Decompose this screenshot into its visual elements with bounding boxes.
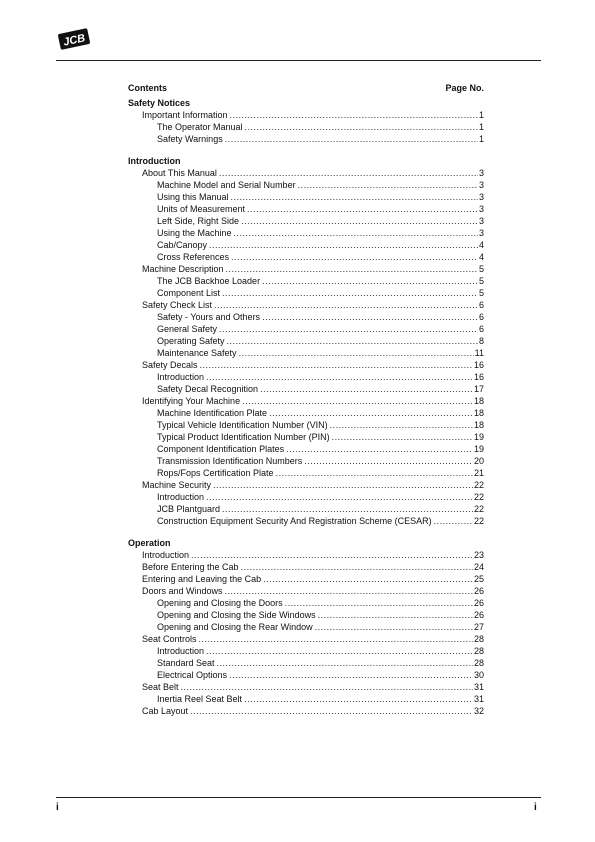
- dot-leader: [434, 515, 473, 527]
- dot-leader: [318, 609, 473, 621]
- toc-entry-title: Machine Model and Serial Number: [157, 180, 296, 190]
- toc-entry-title: Typical Product Identification Number (PIN): [157, 432, 330, 442]
- dot-leader: [231, 191, 478, 203]
- toc-entry-page: 3: [478, 180, 484, 190]
- toc-entry-page: 23: [473, 550, 484, 560]
- toc-entry-page: 25: [473, 574, 484, 584]
- toc-entry-title: About This Manual: [142, 168, 217, 178]
- toc-entry[interactable]: [128, 633, 484, 645]
- dot-leader: [276, 467, 473, 479]
- toc-entry[interactable]: [128, 275, 484, 287]
- toc-entry-title: Construction Equipment Security And Registration Scheme (CESAR): [157, 516, 432, 526]
- toc-entry[interactable]: [128, 287, 484, 299]
- dot-leader: [247, 203, 478, 215]
- toc-entry[interactable]: [128, 133, 484, 145]
- dot-leader: [206, 645, 473, 657]
- dot-leader: [234, 227, 478, 239]
- toc-entry-page: 22: [473, 516, 484, 526]
- toc-entry-page: 1: [478, 134, 484, 144]
- page-no-label: Page No.: [445, 83, 484, 93]
- toc-entry-title: Introduction: [157, 492, 205, 502]
- toc-entry-page: 19: [473, 444, 484, 454]
- dot-leader: [225, 133, 478, 145]
- toc-entry-page: 22: [473, 480, 484, 490]
- toc-entry-page: 21: [473, 468, 484, 478]
- toc-entry[interactable]: [128, 561, 484, 573]
- toc-entry-page: 30: [473, 670, 484, 680]
- dot-leader: [241, 215, 478, 227]
- toc-entry[interactable]: [128, 479, 484, 491]
- toc-entry-page: 16: [473, 360, 484, 370]
- toc-entry-title: Machine Security: [142, 480, 212, 490]
- dot-leader: [298, 179, 478, 191]
- toc-entry[interactable]: [128, 419, 484, 431]
- toc-entry[interactable]: [128, 597, 484, 609]
- toc-entry-title: Component Identification Plates: [157, 444, 285, 454]
- toc-entry[interactable]: [128, 121, 484, 133]
- dot-leader: [285, 597, 473, 609]
- toc-entry[interactable]: [128, 657, 484, 669]
- toc-entry-page: 5: [478, 264, 484, 274]
- toc-entry-title: Cross References: [157, 252, 230, 262]
- svg-text:JCB: JCB: [62, 32, 87, 49]
- dot-leader: [222, 503, 473, 515]
- dot-leader: [263, 573, 473, 585]
- contents-label: Contents: [128, 83, 167, 93]
- toc-entry-title: Maintenance Safety: [157, 348, 237, 358]
- toc-entry[interactable]: [128, 609, 484, 621]
- dot-leader: [260, 383, 473, 395]
- toc-entry-title: Electrical Options: [157, 670, 228, 680]
- footer-page-number-left: i: [56, 802, 59, 813]
- toc-header: [128, 82, 484, 94]
- dot-leader: [219, 323, 478, 335]
- dot-leader: [230, 109, 478, 121]
- toc-entry-page: 28: [473, 646, 484, 656]
- dot-leader: [227, 335, 478, 347]
- dot-leader: [222, 287, 478, 299]
- toc-entry[interactable]: [128, 347, 484, 359]
- toc-entry-title: Entering and Leaving the Cab: [142, 574, 262, 584]
- toc-entry[interactable]: [128, 109, 484, 121]
- toc-entry[interactable]: [128, 549, 484, 561]
- toc-entry[interactable]: [128, 203, 484, 215]
- toc-entry-title: Safety Warnings: [157, 134, 223, 144]
- header-rule: [56, 60, 541, 61]
- dot-leader: [262, 311, 478, 323]
- toc-entry-page: 6: [478, 300, 484, 310]
- dot-leader: [199, 633, 473, 645]
- toc-entry[interactable]: [128, 645, 484, 657]
- toc-entry[interactable]: [128, 585, 484, 597]
- dot-leader: [219, 167, 478, 179]
- dot-leader: [330, 419, 473, 431]
- toc-entry[interactable]: [128, 681, 484, 693]
- toc-entry[interactable]: [128, 467, 484, 479]
- toc-entry-page: 31: [473, 682, 484, 692]
- dot-leader: [241, 561, 473, 573]
- dot-leader: [191, 549, 473, 561]
- dot-leader: [245, 121, 478, 133]
- dot-leader: [262, 275, 478, 287]
- toc-entry-title: The JCB Backhoe Loader: [157, 276, 261, 286]
- toc-entry-title: Left Side, Right Side: [157, 216, 240, 226]
- toc-entry-title: Before Entering the Cab: [142, 562, 239, 572]
- toc-entry-page: 27: [473, 622, 484, 632]
- toc-entry[interactable]: [128, 431, 484, 443]
- toc-entry-page: 1: [478, 110, 484, 120]
- toc-section: [128, 97, 484, 145]
- toc-entry-page: 22: [473, 504, 484, 514]
- toc-entry[interactable]: [128, 669, 484, 681]
- toc-section: [128, 155, 484, 527]
- toc-entry-page: 26: [473, 586, 484, 596]
- jcb-logo: [56, 28, 92, 50]
- toc-entry-page: 18: [473, 396, 484, 406]
- section-gap: [128, 527, 484, 537]
- toc-entry-title: Units of Measurement: [157, 204, 246, 214]
- toc-entry-page: 22: [473, 492, 484, 502]
- toc-section: [128, 537, 484, 717]
- toc-entry-title: Using the Machine: [157, 228, 232, 238]
- toc-entry-page: 11: [474, 348, 484, 358]
- toc-entry[interactable]: [128, 693, 484, 705]
- dot-leader: [209, 239, 478, 251]
- toc-entry[interactable]: [128, 263, 484, 275]
- toc-entry-title: Doors and Windows: [142, 586, 223, 596]
- toc-entry-title: Introduction: [142, 550, 190, 560]
- toc-entry-page: 4: [478, 240, 484, 250]
- dot-leader: [239, 347, 474, 359]
- toc-entry-page: 17: [473, 384, 484, 394]
- dot-leader: [244, 693, 473, 705]
- toc-entry-title: Safety Check List: [142, 300, 213, 310]
- toc-entry-title: Using this Manual: [157, 192, 229, 202]
- toc-entry-title: Cab/Canopy: [157, 240, 208, 250]
- toc-entry[interactable]: [128, 227, 484, 239]
- toc-entry[interactable]: [128, 503, 484, 515]
- toc-entry[interactable]: [128, 705, 484, 717]
- toc-entry-title: Standard Seat: [157, 658, 215, 668]
- toc-entry-title: General Safety: [157, 324, 218, 334]
- toc-entry-page: 3: [478, 168, 484, 178]
- toc-entry-page: 3: [478, 192, 484, 202]
- toc-entry-page: 18: [473, 420, 484, 430]
- toc-entry-title: Machine Description: [142, 264, 224, 274]
- toc-entry[interactable]: [128, 621, 484, 633]
- toc-sections: [128, 97, 484, 717]
- toc-entry-page: 3: [478, 216, 484, 226]
- toc-entry-page: 1: [478, 122, 484, 132]
- dot-leader: [206, 491, 473, 503]
- toc-entry-title: Typical Vehicle Identification Number (VIN): [157, 420, 328, 430]
- toc-entry-title: Seat Controls: [142, 634, 197, 644]
- dot-leader: [315, 621, 473, 633]
- section-title: Introduction: [128, 156, 181, 166]
- toc-entry[interactable]: [128, 443, 484, 455]
- table-of-contents: [128, 82, 484, 717]
- toc-entry-title: Safety - Yours and Others: [157, 312, 261, 322]
- dot-leader: [242, 395, 473, 407]
- toc-entry-page: 5: [478, 276, 484, 286]
- dot-leader: [214, 299, 478, 311]
- dot-leader: [304, 455, 473, 467]
- dot-leader: [226, 263, 478, 275]
- toc-entry-page: 28: [473, 634, 484, 644]
- toc-entry[interactable]: [128, 167, 484, 179]
- toc-entry[interactable]: [128, 191, 484, 203]
- footer-page-number-right: i: [534, 802, 537, 813]
- dot-leader: [200, 359, 473, 371]
- toc-entry-title: Inertia Reel Seat Belt: [157, 694, 243, 704]
- toc-entry[interactable]: [128, 299, 484, 311]
- toc-entry-title: Opening and Closing the Doors: [157, 598, 283, 608]
- toc-entry-page: 32: [473, 706, 484, 716]
- toc-entry-page: 8: [478, 336, 484, 346]
- dot-leader: [231, 251, 478, 263]
- jcb-logo-icon: [56, 28, 92, 50]
- toc-entry-page: 18: [473, 408, 484, 418]
- toc-entry-title: Safety Decal Recognition: [157, 384, 259, 394]
- toc-entry[interactable]: [128, 383, 484, 395]
- toc-entry[interactable]: [128, 573, 484, 585]
- dot-leader: [332, 431, 473, 443]
- toc-entry[interactable]: [128, 311, 484, 323]
- toc-entry-title: Rops/Fops Certification Plate: [157, 468, 274, 478]
- dot-leader: [225, 585, 473, 597]
- toc-entry[interactable]: [128, 491, 484, 503]
- toc-entry[interactable]: [128, 239, 484, 251]
- toc-entry-page: 28: [473, 658, 484, 668]
- dot-leader: [217, 657, 473, 669]
- toc-entry-title: Opening and Closing the Side Windows: [157, 610, 316, 620]
- section-gap: [128, 145, 484, 155]
- toc-entry[interactable]: [128, 455, 484, 467]
- toc-entry[interactable]: [128, 407, 484, 419]
- dot-leader: [229, 669, 473, 681]
- toc-entry-title: Cab Layout: [142, 706, 189, 716]
- toc-entry[interactable]: [128, 371, 484, 383]
- toc-entry-page: 26: [473, 598, 484, 608]
- toc-entry-page: 31: [473, 694, 484, 704]
- toc-entry-title: Safety Decals: [142, 360, 198, 370]
- toc-entry-page: 26: [473, 610, 484, 620]
- dot-leader: [286, 443, 473, 455]
- section-title: Safety Notices: [128, 98, 191, 108]
- dot-leader: [206, 371, 473, 383]
- toc-entry[interactable]: [128, 179, 484, 191]
- toc-entry-title: Introduction: [157, 646, 205, 656]
- toc-entry[interactable]: [128, 335, 484, 347]
- toc-entry[interactable]: [128, 515, 484, 527]
- toc-entry-page: 4: [478, 252, 484, 262]
- toc-entry-title: Transmission Identification Numbers: [157, 456, 303, 466]
- toc-entry-page: 6: [478, 312, 484, 322]
- section-title: Operation: [128, 538, 171, 548]
- toc-entry-page: 24: [473, 562, 484, 572]
- toc-entry-title: Operating Safety: [157, 336, 225, 346]
- toc-entry[interactable]: [128, 359, 484, 371]
- toc-entry-title: The Operator Manual: [157, 122, 243, 132]
- toc-entry-page: 6: [478, 324, 484, 334]
- dot-leader: [269, 407, 473, 419]
- toc-entry-page: 19: [473, 432, 484, 442]
- toc-entry-title: Component List: [157, 288, 221, 298]
- toc-entry-title: JCB Plantguard: [157, 504, 221, 514]
- toc-entry[interactable]: [128, 215, 484, 227]
- toc-entry-title: Machine Identification Plate: [157, 408, 268, 418]
- toc-entry-page: 3: [478, 228, 484, 238]
- toc-entry-page: 3: [478, 204, 484, 214]
- toc-entry-page: 20: [473, 456, 484, 466]
- toc-entry-title: Identifying Your Machine: [142, 396, 241, 406]
- toc-entry-title: Important Information: [142, 110, 228, 120]
- dot-leader: [181, 681, 473, 693]
- toc-entry-title: Seat Belt: [142, 682, 179, 692]
- toc-entry-page: 16: [473, 372, 484, 382]
- dot-leader: [213, 479, 473, 491]
- toc-entry-page: 5: [478, 288, 484, 298]
- footer-rule: [56, 797, 541, 798]
- toc-entry-title: Opening and Closing the Rear Window: [157, 622, 313, 632]
- toc-entry-title: Introduction: [157, 372, 205, 382]
- toc-entry[interactable]: [128, 323, 484, 335]
- toc-entry[interactable]: [128, 251, 484, 263]
- dot-leader: [190, 705, 473, 717]
- toc-entry[interactable]: [128, 395, 484, 407]
